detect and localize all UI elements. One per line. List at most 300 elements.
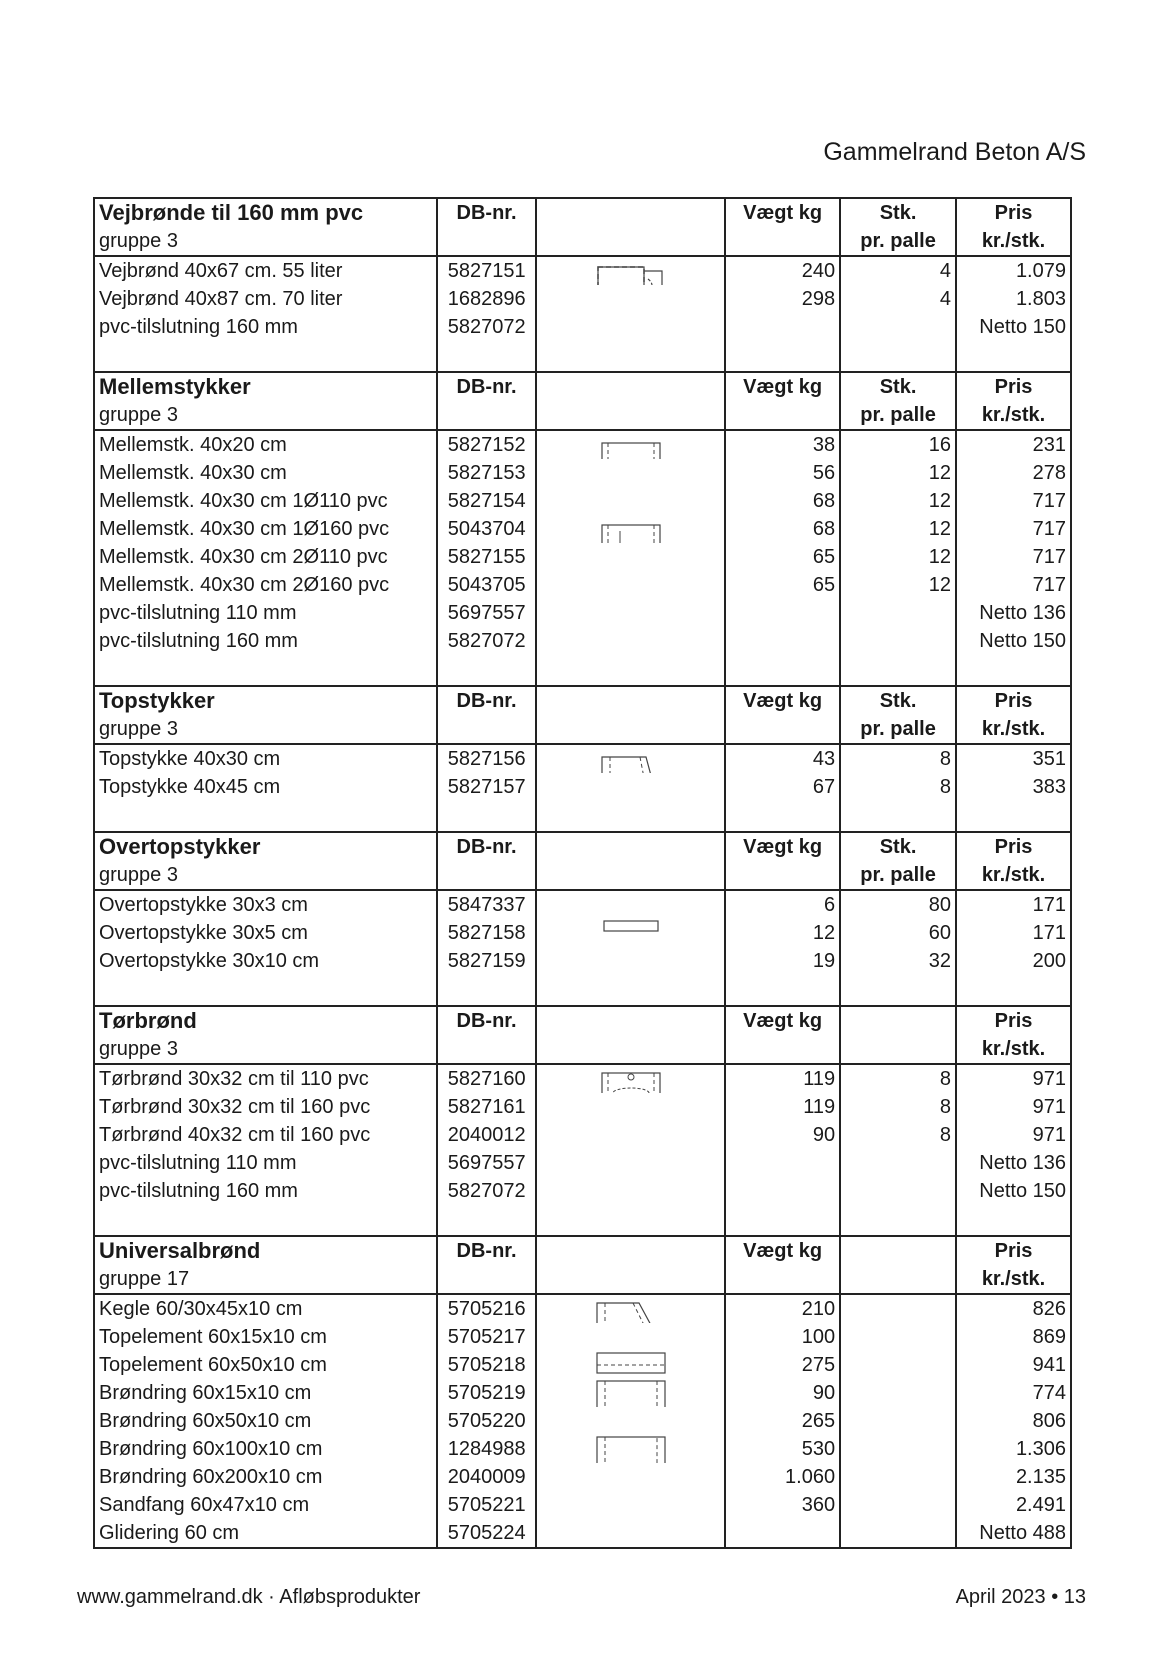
section-header <box>94 372 1071 401</box>
product-stk-per-pallet: 12 <box>840 459 956 487</box>
section-spacer <box>94 801 1071 832</box>
product-db-number: 5827072 <box>437 627 537 655</box>
product-db-number: 5827154 <box>437 487 537 515</box>
product-stk-per-pallet <box>840 1407 956 1435</box>
product-name: pvc-tilslutning 160 mm <box>94 313 437 341</box>
column-weight-subheader <box>725 1265 840 1294</box>
spacer-cell <box>725 801 840 832</box>
product-price: Netto 150 <box>956 1177 1071 1205</box>
product-diagram-icon <box>600 441 662 459</box>
product-price: 1.306 <box>956 1435 1071 1463</box>
column-db-header: DB-nr. <box>437 372 537 401</box>
column-image-subheader <box>536 1265 725 1294</box>
section-title: Universalbrønd <box>94 1236 437 1265</box>
product-price: 869 <box>956 1323 1071 1351</box>
product-illustration-cell <box>536 1379 725 1407</box>
table-row <box>94 1491 1071 1519</box>
section-subheader <box>94 1035 1071 1064</box>
product-db-number: 5827155 <box>437 543 537 571</box>
product-weight <box>725 599 840 627</box>
column-price-subheader: kr./stk. <box>956 227 1071 256</box>
product-weight: 56 <box>725 459 840 487</box>
product-stk-per-pallet <box>840 1177 956 1205</box>
column-image-subheader <box>536 861 725 890</box>
column-image-subheader <box>536 227 725 256</box>
column-weight-header: Vægt kg <box>725 198 840 227</box>
section-title: Topstykker <box>94 686 437 715</box>
product-price: 971 <box>956 1064 1071 1093</box>
column-weight-header: Vægt kg <box>725 1006 840 1035</box>
product-diagram-icon <box>595 1379 667 1407</box>
product-db-number: 5827151 <box>437 256 537 285</box>
product-price: 717 <box>956 515 1071 543</box>
product-price: 717 <box>956 571 1071 599</box>
product-weight: 6 <box>725 890 840 919</box>
product-price: Netto 150 <box>956 627 1071 655</box>
product-diagram-icon <box>600 755 662 773</box>
spacer-cell <box>725 975 840 1006</box>
table-row <box>94 773 1071 801</box>
spacer-cell <box>840 801 956 832</box>
product-illustration-cell <box>536 744 725 773</box>
product-weight: 65 <box>725 543 840 571</box>
product-stk-per-pallet: 12 <box>840 543 956 571</box>
product-price: 278 <box>956 459 1071 487</box>
column-price-subheader: kr./stk. <box>956 401 1071 430</box>
product-db-number: 5827160 <box>437 1064 537 1093</box>
product-illustration-cell <box>536 285 725 313</box>
product-price: 2.135 <box>956 1463 1071 1491</box>
section-3 <box>94 832 1071 1006</box>
column-weight-subheader <box>725 715 840 744</box>
spacer-cell <box>840 975 956 1006</box>
product-weight: 240 <box>725 256 840 285</box>
spacer-cell <box>956 341 1071 372</box>
table-row <box>94 515 1071 543</box>
product-weight <box>725 1149 840 1177</box>
section-title: Mellemstykker <box>94 372 437 401</box>
product-db-number: 5705217 <box>437 1323 537 1351</box>
table-row <box>94 1093 1071 1121</box>
table-row <box>94 313 1071 341</box>
product-name: Overtopstykke 30x3 cm <box>94 890 437 919</box>
column-price-subheader: kr./stk. <box>956 861 1071 890</box>
section-group: gruppe 3 <box>94 1035 437 1064</box>
product-illustration-cell <box>536 571 725 599</box>
product-diagram-icon <box>595 1435 667 1463</box>
product-name: Overtopstykke 30x5 cm <box>94 919 437 947</box>
section-title: Vejbrønde til 160 mm pvc <box>94 198 437 227</box>
product-db-number: 5827157 <box>437 773 537 801</box>
product-db-number: 5827156 <box>437 744 537 773</box>
product-weight <box>725 1519 840 1548</box>
product-weight: 119 <box>725 1064 840 1093</box>
product-name: Tørbrønd 40x32 cm til 160 pvc <box>94 1121 437 1149</box>
section-2 <box>94 686 1071 832</box>
product-name: Topelement 60x15x10 cm <box>94 1323 437 1351</box>
product-db-number: 5705216 <box>437 1294 537 1323</box>
spacer-cell <box>840 341 956 372</box>
column-db-subheader <box>437 401 537 430</box>
product-price: 806 <box>956 1407 1071 1435</box>
spacer-cell <box>725 655 840 686</box>
table-row <box>94 285 1071 313</box>
product-price: Netto 136 <box>956 599 1071 627</box>
product-weight: 38 <box>725 430 840 459</box>
section-5 <box>94 1236 1071 1548</box>
product-db-number: 5827161 <box>437 1093 537 1121</box>
column-image-subheader <box>536 715 725 744</box>
product-price: Netto 136 <box>956 1149 1071 1177</box>
table-row <box>94 599 1071 627</box>
table-row <box>94 1463 1071 1491</box>
column-image-subheader <box>536 401 725 430</box>
product-weight: 19 <box>725 947 840 975</box>
product-db-number: 1284988 <box>437 1435 537 1463</box>
spacer-cell <box>536 1205 725 1236</box>
product-weight: 90 <box>725 1121 840 1149</box>
table-row <box>94 1294 1071 1323</box>
product-db-number: 5697557 <box>437 599 537 627</box>
product-illustration-cell <box>536 1177 725 1205</box>
column-price-subheader: kr./stk. <box>956 1265 1071 1294</box>
spacer-cell <box>536 801 725 832</box>
product-weight: 12 <box>725 919 840 947</box>
product-price: 171 <box>956 890 1071 919</box>
spacer-cell <box>536 341 725 372</box>
column-stk-header: Stk. <box>840 372 956 401</box>
product-diagram-icon <box>602 919 660 941</box>
product-illustration-cell <box>536 1435 725 1463</box>
product-price: 717 <box>956 487 1071 515</box>
product-stk-per-pallet <box>840 313 956 341</box>
product-illustration-cell <box>536 313 725 341</box>
product-weight: 210 <box>725 1294 840 1323</box>
column-price-subheader: kr./stk. <box>956 1035 1071 1064</box>
table-row <box>94 947 1071 975</box>
product-price: 351 <box>956 744 1071 773</box>
product-name: Brøndring 60x50x10 cm <box>94 1407 437 1435</box>
column-image-header <box>536 686 725 715</box>
table-row <box>94 256 1071 285</box>
spacer-cell <box>94 975 437 1006</box>
column-weight-subheader <box>725 861 840 890</box>
product-price: Netto 488 <box>956 1519 1071 1548</box>
table-row <box>94 571 1071 599</box>
product-name: Glidering 60 cm <box>94 1519 437 1548</box>
product-db-number: 5705221 <box>437 1491 537 1519</box>
product-name: Kegle 60/30x45x10 cm <box>94 1294 437 1323</box>
column-weight-header: Vægt kg <box>725 372 840 401</box>
table-row <box>94 627 1071 655</box>
section-spacer <box>94 655 1071 686</box>
product-name: pvc-tilslutning 110 mm <box>94 1149 437 1177</box>
product-stk-per-pallet <box>840 1463 956 1491</box>
product-db-number: 5847337 <box>437 890 537 919</box>
column-db-subheader <box>437 227 537 256</box>
column-stk-header: Stk. <box>840 686 956 715</box>
product-price: 2.491 <box>956 1491 1071 1519</box>
column-stk-header: Stk. <box>840 198 956 227</box>
product-db-number: 5705219 <box>437 1379 537 1407</box>
section-subheader <box>94 1265 1071 1294</box>
column-stk-subheader: pr. palle <box>840 715 956 744</box>
product-stk-per-pallet <box>840 599 956 627</box>
product-stk-per-pallet: 16 <box>840 430 956 459</box>
product-weight: 67 <box>725 773 840 801</box>
footer-website: www.gammelrand.dk · Afløbsprodukter <box>77 1586 421 1608</box>
column-price-header: Pris <box>956 1006 1071 1035</box>
section-spacer <box>94 975 1071 1006</box>
column-db-header: DB-nr. <box>437 686 537 715</box>
section-spacer <box>94 1205 1071 1236</box>
product-illustration-cell <box>536 459 725 487</box>
column-stk-subheader: pr. palle <box>840 861 956 890</box>
product-stk-per-pallet: 8 <box>840 773 956 801</box>
product-name: Brøndring 60x200x10 cm <box>94 1463 437 1491</box>
section-group: gruppe 3 <box>94 861 437 890</box>
section-title: Overtopstykker <box>94 832 437 861</box>
column-stk-header: Stk. <box>840 832 956 861</box>
column-stk-subheader: pr. palle <box>840 227 956 256</box>
product-weight <box>725 313 840 341</box>
column-db-header: DB-nr. <box>437 1006 537 1035</box>
spacer-cell <box>437 341 537 372</box>
product-illustration-cell <box>536 1407 725 1435</box>
column-weight-subheader <box>725 227 840 256</box>
column-image-header <box>536 372 725 401</box>
product-weight: 68 <box>725 487 840 515</box>
product-name: Tørbrønd 30x32 cm til 110 pvc <box>94 1064 437 1093</box>
column-weight-header: Vægt kg <box>725 1236 840 1265</box>
column-image-header <box>536 1236 725 1265</box>
product-name: Topelement 60x50x10 cm <box>94 1351 437 1379</box>
product-weight: 530 <box>725 1435 840 1463</box>
product-stk-per-pallet: 80 <box>840 890 956 919</box>
product-weight: 360 <box>725 1491 840 1519</box>
product-db-number: 5827072 <box>437 313 537 341</box>
product-illustration-cell <box>536 627 725 655</box>
product-illustration-cell <box>536 487 725 515</box>
spacer-cell <box>437 975 537 1006</box>
column-weight-subheader <box>725 401 840 430</box>
product-name: pvc-tilslutning 160 mm <box>94 1177 437 1205</box>
product-illustration-cell <box>536 1323 725 1351</box>
product-db-number: 5827072 <box>437 1177 537 1205</box>
section-group: gruppe 17 <box>94 1265 437 1294</box>
table-row <box>94 1149 1071 1177</box>
spacer-cell <box>956 801 1071 832</box>
section-header <box>94 832 1071 861</box>
product-stk-per-pallet <box>840 1294 956 1323</box>
footer-page-info: April 2023 • 13 <box>955 1586 1086 1608</box>
section-title: Tørbrønd <box>94 1006 437 1035</box>
product-diagram-icon <box>600 1071 662 1093</box>
section-header <box>94 686 1071 715</box>
section-header <box>94 1006 1071 1035</box>
product-name: Mellemstk. 40x30 cm 2Ø160 pvc <box>94 571 437 599</box>
product-db-number: 5043705 <box>437 571 537 599</box>
product-illustration-cell <box>536 1519 725 1548</box>
product-illustration-cell <box>536 947 725 975</box>
product-name: pvc-tilslutning 110 mm <box>94 599 437 627</box>
product-name: Vejbrønd 40x67 cm. 55 liter <box>94 256 437 285</box>
product-db-number: 5697557 <box>437 1149 537 1177</box>
product-weight: 119 <box>725 1093 840 1121</box>
column-stk-subheader <box>840 1035 956 1064</box>
product-illustration-cell <box>536 515 725 543</box>
product-stk-per-pallet: 12 <box>840 515 956 543</box>
column-weight-header: Vægt kg <box>725 832 840 861</box>
product-stk-per-pallet <box>840 1323 956 1351</box>
product-diagram-icon <box>600 523 662 543</box>
price-table <box>93 197 1072 1549</box>
product-illustration-cell <box>536 430 725 459</box>
product-stk-per-pallet: 8 <box>840 744 956 773</box>
product-price: 971 <box>956 1121 1071 1149</box>
column-price-header: Pris <box>956 198 1071 227</box>
product-price: 971 <box>956 1093 1071 1121</box>
product-price: 1.079 <box>956 256 1071 285</box>
column-weight-subheader <box>725 1035 840 1064</box>
section-group: gruppe 3 <box>94 715 437 744</box>
spacer-cell <box>725 341 840 372</box>
spacer-cell <box>840 655 956 686</box>
product-stk-per-pallet: 12 <box>840 571 956 599</box>
product-price: 826 <box>956 1294 1071 1323</box>
column-stk-header <box>840 1006 956 1035</box>
product-name: Mellemstk. 40x30 cm <box>94 459 437 487</box>
section-spacer <box>94 341 1071 372</box>
product-name: Tørbrønd 30x32 cm til 160 pvc <box>94 1093 437 1121</box>
section-subheader <box>94 227 1071 256</box>
spacer-cell <box>956 1205 1071 1236</box>
table-row <box>94 430 1071 459</box>
section-header <box>94 198 1071 227</box>
column-weight-header: Vægt kg <box>725 686 840 715</box>
section-0 <box>94 198 1071 372</box>
product-stk-per-pallet <box>840 1519 956 1548</box>
product-stk-per-pallet <box>840 1491 956 1519</box>
spacer-cell <box>437 1205 537 1236</box>
product-weight: 68 <box>725 515 840 543</box>
column-image-header <box>536 198 725 227</box>
table-row <box>94 1379 1071 1407</box>
column-stk-subheader <box>840 1265 956 1294</box>
spacer-cell <box>94 655 437 686</box>
product-illustration-cell <box>536 773 725 801</box>
table-row <box>94 1519 1071 1548</box>
product-price: 717 <box>956 543 1071 571</box>
table-row <box>94 543 1071 571</box>
product-stk-per-pallet <box>840 1379 956 1407</box>
product-diagram-icon <box>595 1301 667 1323</box>
table-row <box>94 919 1071 947</box>
spacer-cell <box>840 1205 956 1236</box>
table-row <box>94 1435 1071 1463</box>
product-db-number: 5705218 <box>437 1351 537 1379</box>
spacer-cell <box>536 975 725 1006</box>
product-illustration-cell <box>536 1351 725 1379</box>
spacer-cell <box>437 801 537 832</box>
product-weight: 1.060 <box>725 1463 840 1491</box>
product-db-number: 2040012 <box>437 1121 537 1149</box>
spacer-cell <box>94 341 437 372</box>
section-subheader <box>94 401 1071 430</box>
section-subheader <box>94 861 1071 890</box>
product-illustration-cell <box>536 1463 725 1491</box>
column-db-subheader <box>437 1265 537 1294</box>
product-name: Topstykke 40x45 cm <box>94 773 437 801</box>
product-weight <box>725 627 840 655</box>
product-stk-per-pallet: 4 <box>840 256 956 285</box>
column-db-subheader <box>437 1035 537 1064</box>
table-row <box>94 487 1071 515</box>
product-db-number: 5827159 <box>437 947 537 975</box>
product-diagram-icon <box>596 265 666 285</box>
product-name: Overtopstykke 30x10 cm <box>94 947 437 975</box>
section-header <box>94 1236 1071 1265</box>
column-db-header: DB-nr. <box>437 1236 537 1265</box>
product-name: Mellemstk. 40x30 cm 1Ø160 pvc <box>94 515 437 543</box>
product-stk-per-pallet <box>840 1149 956 1177</box>
spacer-cell <box>956 975 1071 1006</box>
product-stk-per-pallet: 12 <box>840 487 956 515</box>
product-name: Brøndring 60x100x10 cm <box>94 1435 437 1463</box>
product-name: Mellemstk. 40x20 cm <box>94 430 437 459</box>
product-weight: 275 <box>725 1351 840 1379</box>
product-price: Netto 150 <box>956 313 1071 341</box>
product-db-number: 1682896 <box>437 285 537 313</box>
product-db-number: 2040009 <box>437 1463 537 1491</box>
column-image-header <box>536 1006 725 1035</box>
product-price: 774 <box>956 1379 1071 1407</box>
product-diagram-icon <box>595 1351 667 1379</box>
table-row <box>94 1121 1071 1149</box>
product-price: 1.803 <box>956 285 1071 313</box>
product-stk-per-pallet: 4 <box>840 285 956 313</box>
section-group: gruppe 3 <box>94 401 437 430</box>
product-db-number: 5043704 <box>437 515 537 543</box>
product-illustration-cell <box>536 1149 725 1177</box>
product-name: Topstykke 40x30 cm <box>94 744 437 773</box>
product-price: 383 <box>956 773 1071 801</box>
product-weight: 265 <box>725 1407 840 1435</box>
section-4 <box>94 1006 1071 1236</box>
product-weight: 90 <box>725 1379 840 1407</box>
column-price-header: Pris <box>956 686 1071 715</box>
column-image-header <box>536 832 725 861</box>
product-weight: 43 <box>725 744 840 773</box>
column-db-header: DB-nr. <box>437 198 537 227</box>
column-stk-header <box>840 1236 956 1265</box>
table-row <box>94 1064 1071 1093</box>
product-illustration-cell <box>536 1093 725 1121</box>
spacer-cell <box>94 1205 437 1236</box>
spacer-cell <box>437 655 537 686</box>
product-weight: 65 <box>725 571 840 599</box>
section-group: gruppe 3 <box>94 227 437 256</box>
product-db-number: 5827153 <box>437 459 537 487</box>
product-stk-per-pallet: 8 <box>840 1093 956 1121</box>
product-illustration-cell <box>536 919 725 947</box>
product-price: 200 <box>956 947 1071 975</box>
spacer-cell <box>536 655 725 686</box>
product-name: pvc-tilslutning 160 mm <box>94 627 437 655</box>
product-db-number: 5827152 <box>437 430 537 459</box>
table-row <box>94 1323 1071 1351</box>
product-illustration-cell <box>536 543 725 571</box>
